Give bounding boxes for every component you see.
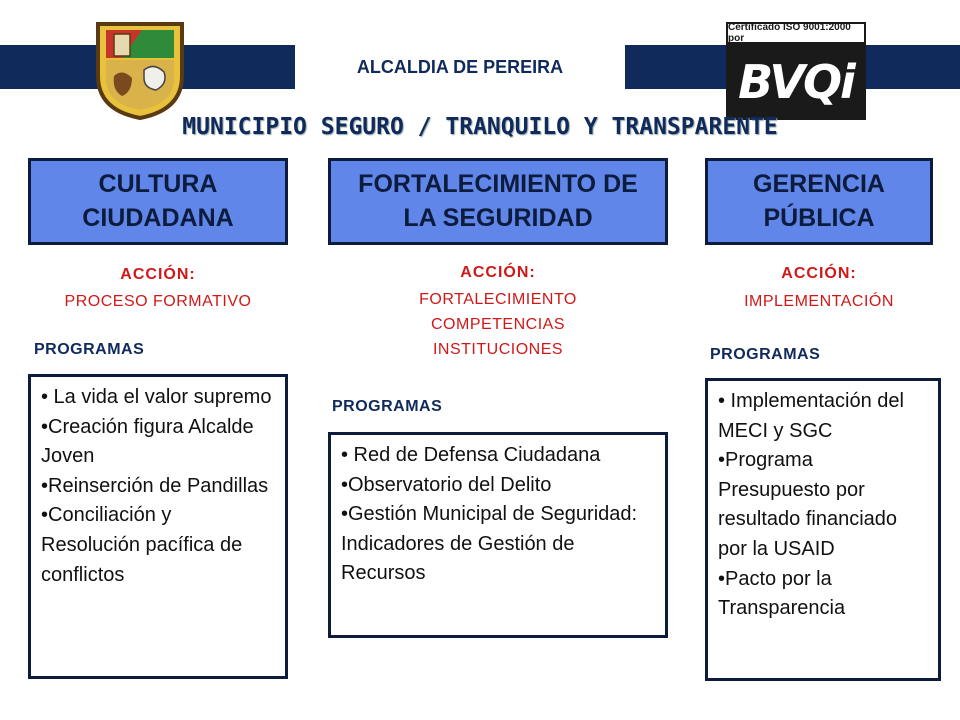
action-title: ACCIÓN: [781, 265, 857, 282]
program-item: •Programa Presupuesto por resultado financiado por la USAID [718, 449, 898, 560]
action-title: ACCIÓN: [460, 264, 536, 281]
program-item: •Conciliación y Resolución pacífica de conflictos [41, 504, 243, 586]
pillar-cultura-ciudadana [28, 158, 288, 245]
action-title: ACCIÓN: [120, 266, 196, 283]
pillar-fortalecimiento-seguridad [328, 158, 668, 245]
coat-of-arms-icon [92, 18, 188, 122]
action-text [328, 288, 668, 362]
program-item: •Reinserción de Pandillas [41, 474, 269, 497]
programs-label: PROGRAMAS [332, 398, 443, 415]
programs-label: PROGRAMAS [710, 346, 821, 363]
action-line: INSTITUCIONES [432, 340, 564, 358]
programs-box [705, 378, 941, 681]
bvqi-logo: BVQi [738, 55, 854, 109]
action-line: COMPETENCIAS [430, 315, 565, 333]
program-item: • Implementación del MECI y SGC [718, 390, 904, 442]
pillar-label: GERENCIA PÚBLICA [753, 169, 885, 232]
action-line: FORTALECIMIENTO [419, 291, 577, 308]
action-text [690, 290, 948, 315]
pillar-label: CULTURA CIUDADANA [82, 169, 234, 232]
iso-certification-text: Certificado ISO 9001:2000 por [726, 22, 866, 44]
programs-label: PROGRAMAS [34, 341, 145, 358]
pillar-label: FORTALECIMIENTO DE LA SEGURIDAD [358, 169, 638, 232]
action-line: IMPLEMENTACIÓN [744, 293, 894, 310]
header-title: ALCALDIA DE PEREIRA [295, 45, 625, 89]
program-item: •Creación figura Alcalde Joven [41, 415, 254, 468]
action-text [18, 290, 298, 315]
action-line: PROCESO FORMATIVO [64, 293, 252, 310]
programs-box [28, 374, 288, 679]
program-item: •Observatorio del Delito [341, 473, 552, 496]
program-item: •Pacto por la Transparencia [718, 567, 846, 620]
programs-box [328, 432, 668, 638]
program-item: • La vida el valor supremo [41, 386, 272, 408]
program-item: • Red de Defensa Ciudadana [341, 444, 601, 466]
iso-certification-badge [726, 22, 866, 120]
program-item: •Gestión Municipal de Seguridad: Indicadores de Gestión de Recursos [341, 503, 638, 585]
pillar-gerencia-publica [705, 158, 933, 245]
page-subtitle: MUNICIPIO SEGURO / TRANQUILO Y TRANSPARENTE [182, 114, 778, 140]
